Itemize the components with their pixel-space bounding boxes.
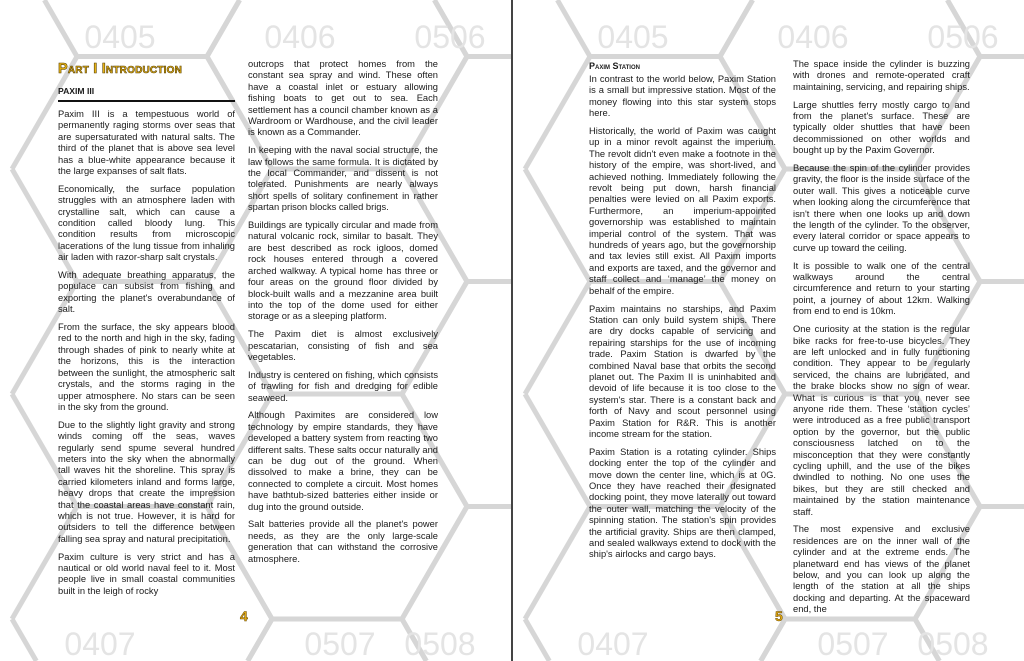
paragraph: Paxim Station is a rotating cylinder. Ships docking enter the top of the cylinder and move down the center line, which is at 0G. Once they have reached their designated docking point, they move laterally out toward the outer wall, matching the velocity of the spinning station. The station's spin provides the artificial gravity. Ships are then clamped, and sealed walkways extend to dock with the ship's airlocks and cargo bays.	[589, 446, 776, 560]
hex-number-label: 0406	[777, 19, 849, 55]
hex-edge	[557, 0, 590, 57]
hex-edge	[12, 619, 36, 661]
hex-number-label: 0508	[404, 626, 476, 661]
right-column-2	[793, 59, 970, 622]
paragraph: Because the spin of the cylinder provides gravity, the floor is the inside surface of the outer wall. This gives a noticeable curve when looking along the circumference that isn't there when one looks up and down the length of the cylinder. To the observer, every lateral corridor or space appears to curve up toward the ceiling.	[793, 163, 970, 253]
paragraph: Economically, the surface population struggles with an atmosphere laden with crystalline salt, which can cause a condition called bloody lung. This condition results from microscopic lacerations of the lung tissue from inhaling air laden with razor-sharp salt crystals.	[58, 183, 235, 263]
paragraph: In contrast to the world below, Paxim Station is a small but impressive station. Most of the money flowing into this star system stops here.	[589, 74, 776, 119]
paragraph: In keeping with the naval social structure, the law follows the same formula. It is dictated by the local Commander, and dissent is not tolerated. Punishments are nearly always short spells of solitary confinement in rather spartan prison blocks called brigs.	[248, 145, 438, 213]
paragraph: Paxim maintains no starships, and Paxim Station can only build system ships. There are dry docks capable of servicing and repairing starships for the use of incoming trade. Paxim Station is dwarfed by the combined Naval base that orbits the second planet out. The Paxim II is uninhabited and devoid of life because it is too close to the system's star. There is a constant back and forth of Navy and scout personnel using Paxim Station for R&R. This is another income stream for the station.	[589, 303, 776, 439]
paragraph: It is possible to walk one of the central walkways around the central circumference and return to your starting point, a journey of about 12km. Walking from end to end is 10km.	[793, 260, 970, 317]
paragraph: One curiosity at the station is the regular bike racks for free-to-use bicycles. They are left unlocked and in fully functioning condition. They appear to be regularly serviced, the chains are lubricated, and the brake blocks show no sign of wear. What is curious is that you never see anyone ride them. These ‘station cycles’ were introduced as a free public transport option by the governor, but the public consciousness latched on to the misconception that they were constantly cycling uphill, and the use of the bikes dwindled to nothing. No one uses the bikes, but they are still checked and maintained by the station maintenance staff.	[793, 324, 970, 517]
hex-number-label: 0407	[577, 626, 649, 661]
hex-number-label: 0405	[597, 19, 669, 55]
hex-number-label: 0506	[414, 19, 486, 55]
hex-edge	[525, 169, 590, 282]
hex-number-label: 0506	[927, 19, 999, 55]
hex-number-label: 0407	[64, 626, 136, 661]
paragraph: The most expensive and exclusive residences are on the inner wall of the cylinder and at the extreme ends. The planetward end has views of the planet below, and you can look up along the length of the station at all the ships docking and departing. At the spaceward end, the	[793, 524, 970, 615]
paragraph: Paxim culture is very strict and has a nautical or old world naval feel to it. Most people live in small coastal communities built in the leigh of rocky	[58, 551, 235, 596]
right-page	[513, 0, 1024, 661]
paragraph: With adequate breathing apparatus, the populace can subsist from fishing and exporting the planet's overabundance of salt.	[58, 270, 235, 315]
paragraph: outcrops that protect homes from the constant sea spray and wind. These often have a coastal inlet or estuary allowing fishing boats to get out to sea. Each settlement has a council chamber known as a Wardroom or Wardhouse, and the civil leader is known as a Commander.	[248, 59, 438, 138]
paragraph: Paxim III is a tempestuous world of permanently raging storms over seas that are supersaturated with natural salts. The third of the planet that is above sea level has a blue-white appearance because it the large expanses of salt flats.	[58, 109, 235, 177]
section-heading: Paxim Station	[589, 61, 640, 71]
right-column-1	[589, 58, 776, 567]
paragraph: Salt batteries provide all the planet's power needs, as they are the only large-scale generation that can withstand the corrosive atmosphere.	[248, 519, 438, 564]
hex-edge	[525, 394, 590, 507]
hex-number-label: 0406	[264, 19, 336, 55]
part-title: Part I Introduction	[58, 61, 183, 77]
paragraph: The space inside the cylinder is buzzing with drones and remote-operated craft maintaining, servicing, and repairing ships.	[793, 59, 970, 92]
hex-edge	[525, 57, 590, 170]
left-column-1	[58, 60, 235, 604]
paragraph: Although Paximites are considered low technology by empire standards, they have developed a battery system from reacting two different salts. These salts occur naturally and can be dug out of the ground. When dissolved to make a brine, they can be connected to complete a circuit. Most homes have bathtub-sized batteries either inside or dug into the ground outside.	[248, 410, 438, 512]
section-heading: PAXIM III	[58, 85, 235, 102]
paragraph: From the surface, the sky appears blood red to the north and high in the sky, fading through shades of pink to nearly white at the horizons, this is the interaction between the sunlight, the atmospheric salt crystals, and the storms raging in the upper atmosphere. No stars can be seen in the sky from the ground.	[58, 322, 235, 412]
paragraph: Buildings are typically circular and made from natural volcanic rock, similar to basalt. They are best described as rock igloos, domed rock houses entered through a covered arched walkway. A typical home has three or four areas on the ground floor divided by block-built walls and a mezzanine area built into the top of the dome used for either storage or as a sleeping platform.	[248, 220, 438, 322]
paragraph: The Paxim diet is almost exclusively pescatarian, consisting of fish and sea vegetables.	[248, 329, 438, 362]
hex-edge	[248, 619, 272, 661]
paragraph: Due to the slightly light gravity and strong winds coming off the seas, waves regularly send spume several hundred meters into the sky when the abnormally tall waves hit the shoreline. This spray is carried kilometers inland and forms large, heavy drops that create the impression that the coastal areas have constant rain, which is not true. However, it is hard for outsiders to tell the difference between falling sea spray and natural precipitation.	[58, 419, 235, 544]
hex-edge	[525, 619, 549, 661]
hex-edge	[525, 282, 590, 395]
hex-number-label: 0508	[917, 626, 989, 661]
hex-edge	[761, 619, 785, 661]
page-number: 5	[775, 608, 783, 624]
hex-edge	[207, 0, 240, 57]
left-column-2	[248, 59, 438, 571]
paragraph: Industry is centered on fishing, which consists of trawling for fish and dredging for edible seaweed.	[248, 369, 438, 403]
hex-number-label: 0507	[304, 626, 376, 661]
hex-number-label: 0405	[84, 19, 156, 55]
page-number: 4	[240, 608, 248, 624]
paragraph: Historically, the world of Paxim was caught up in a minor revolt against the imperium. The revolt didn't even make a footnote in the history of the empire, was short-lived, and achieved nothing. Immediately following the revolt being put down, harsh financial penalties were levied on all Paxim exports. Furthermore, an imperium-appointed governorship was established to maintain imperial control of the system. That was hundreds of years ago, but the governorship and tax levies still exist. All Paxim imports and exports are taxed, and the governor and staff collect and ‘manage’ the money on behalf of the empire.	[589, 126, 776, 296]
hex-edge	[720, 0, 753, 57]
hex-number-label: 0507	[817, 626, 889, 661]
left-page	[0, 0, 511, 661]
hex-edge	[44, 0, 77, 57]
paragraph: Large shuttles ferry mostly cargo to and from the planet's surface. These are typically older shuttles that have been decommissioned on other worlds and bought up by the Paxim Governor.	[793, 99, 970, 156]
hex-edge	[525, 507, 590, 620]
